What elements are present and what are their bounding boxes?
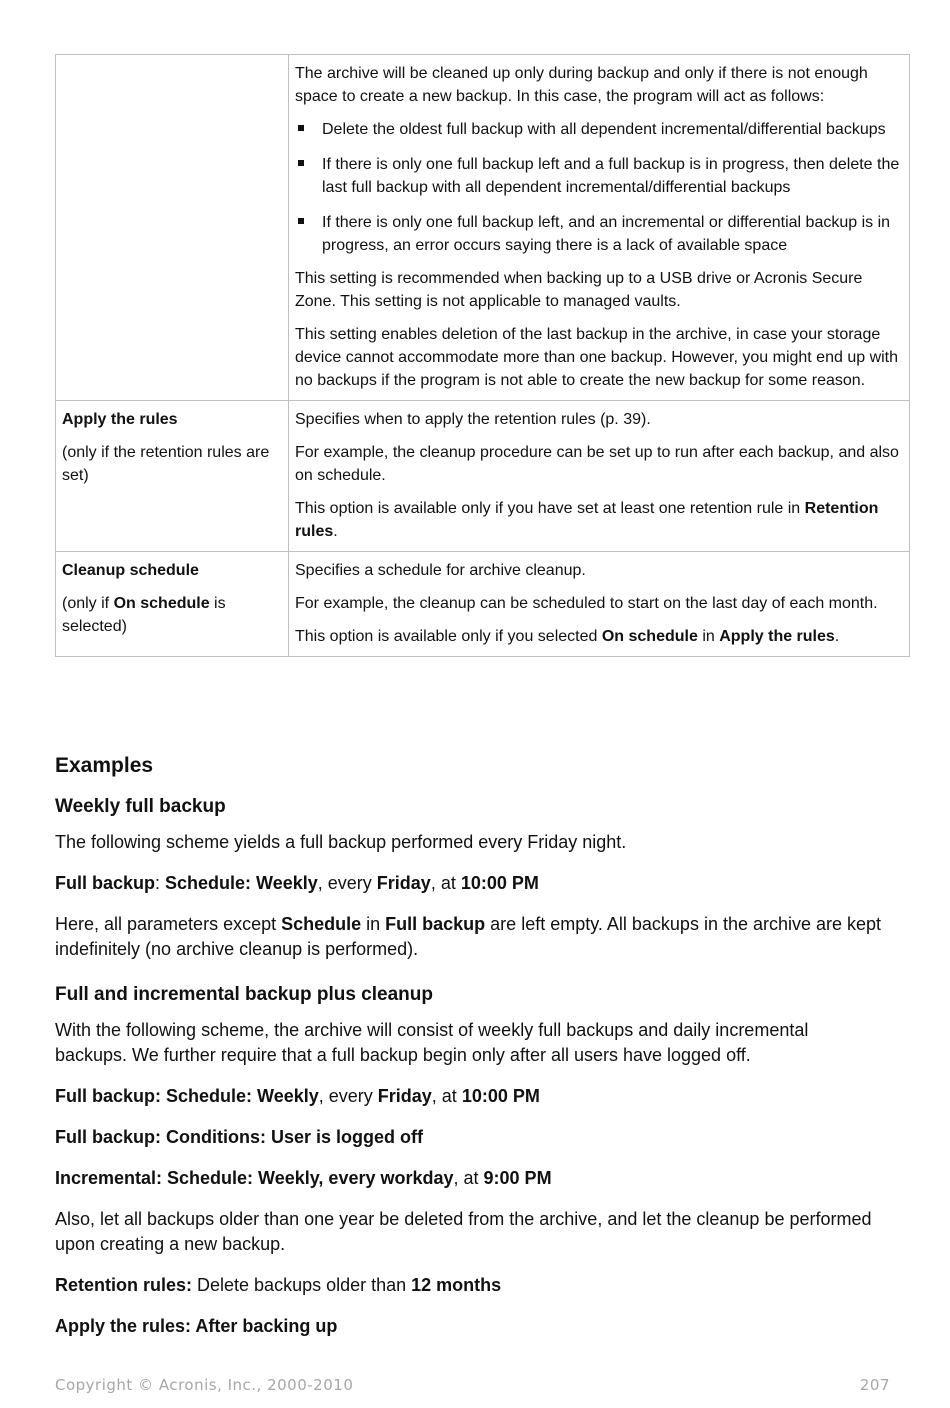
incremental-line2: Full backup: Conditions: User is logged off bbox=[55, 1127, 423, 1147]
weekly-para: Here, all parameters except Schedule in Full backup are left empty. All backups in the archive are kept indefinitely (no archive cleanup is performed). bbox=[55, 914, 882, 959]
copyright-text: Copyright © Acronis, Inc., 2000-2010 bbox=[55, 1376, 354, 1394]
table-cell-label bbox=[56, 401, 289, 552]
cleanup-schedule-p2: For example, the cleanup can be scheduled to start on the last day of each month. bbox=[295, 595, 878, 612]
apply-rules-label: Apply the rules bbox=[62, 411, 178, 428]
options-table bbox=[55, 54, 910, 657]
table-cell-empty bbox=[56, 55, 289, 401]
square-bullet-icon bbox=[298, 160, 304, 166]
row1-intro: The archive will be cleaned up only during backup and only if there is not enough space to create a new backup. In this case, the program will act as follows: bbox=[295, 65, 868, 105]
incremental-heading: Full and incremental backup plus cleanup bbox=[55, 984, 433, 1005]
table-cell-label bbox=[56, 552, 289, 657]
incremental-para: Also, let all backups older than one year be deleted from the archive, and let the cleanup be performed upon creating a new backup. bbox=[55, 1209, 872, 1254]
table-cell-description bbox=[289, 552, 910, 657]
weekly-line1: Full backup: Schedule: Weekly, every Friday, at 10:00 PM bbox=[55, 873, 539, 893]
incremental-line4: Retention rules: Delete backups older than 12 months bbox=[55, 1275, 502, 1295]
list-item bbox=[295, 118, 903, 141]
weekly-heading: Weekly full backup bbox=[55, 796, 226, 817]
apply-rules-p1: Specifies when to apply the retention rules (p. 39). bbox=[295, 411, 651, 428]
bullet-list bbox=[295, 118, 903, 257]
table-cell-description bbox=[289, 401, 910, 552]
incremental-line5: Apply the rules: After backing up bbox=[55, 1316, 338, 1336]
list-item-text: If there is only one full backup left and a full backup is in progress, then delete the last full backup with all dependent incremental/differential backups bbox=[322, 156, 900, 196]
row1-para2: This setting is recommended when backing up to a USB drive or Acronis Secure Zone. This setting is not applicable to managed vaults. bbox=[295, 270, 863, 310]
square-bullet-icon bbox=[298, 125, 304, 131]
cleanup-schedule-p1: Specifies a schedule for archive cleanup. bbox=[295, 562, 586, 579]
cleanup-schedule-label: Cleanup schedule bbox=[62, 562, 199, 579]
examples-section bbox=[55, 752, 885, 1355]
list-item-text: If there is only one full backup left, and an incremental or differential backup is in progress, an error occurs saying there is a lack of available space bbox=[322, 214, 891, 254]
apply-rules-p3: This option is available only if you have set at least one retention rule in Retention rules. bbox=[295, 500, 879, 540]
table-cell-description bbox=[289, 55, 910, 401]
row1-para3: This setting enables deletion of the last backup in the archive, in case your storage device cannot accommodate more than one backup. However, you might end up with no backups if the program is not able to create the new backup for some reason. bbox=[295, 326, 899, 389]
apply-rules-p2: For example, the cleanup procedure can be set up to run after each backup, and also on schedule. bbox=[295, 444, 899, 484]
cleanup-schedule-p3: This option is available only if you selected On schedule in Apply the rules. bbox=[295, 628, 840, 645]
page-number: 207 bbox=[859, 1376, 890, 1394]
incremental-intro: With the following scheme, the archive will consist of weekly full backups and daily incremental backups. We further require that a full backup begin only after all users have logged off. bbox=[55, 1020, 809, 1065]
list-item bbox=[295, 153, 903, 199]
incremental-line1: Full backup: Schedule: Weekly, every Friday, at 10:00 PM bbox=[55, 1086, 540, 1106]
examples-heading: Examples bbox=[55, 754, 154, 777]
apply-rules-note: (only if the retention rules are set) bbox=[62, 444, 270, 484]
square-bullet-icon bbox=[298, 218, 304, 224]
table-row bbox=[56, 55, 910, 401]
list-item bbox=[295, 211, 903, 257]
list-item-text: Delete the oldest full backup with all dependent incremental/differential backups bbox=[322, 121, 886, 138]
cleanup-schedule-note: (only if On schedule is selected) bbox=[62, 595, 226, 635]
table-row bbox=[56, 401, 910, 552]
incremental-line3: Incremental: Schedule: Weekly, every workday, at 9:00 PM bbox=[55, 1168, 552, 1188]
weekly-intro: The following scheme yields a full backup performed every Friday night. bbox=[55, 832, 627, 852]
table-row bbox=[56, 552, 910, 657]
